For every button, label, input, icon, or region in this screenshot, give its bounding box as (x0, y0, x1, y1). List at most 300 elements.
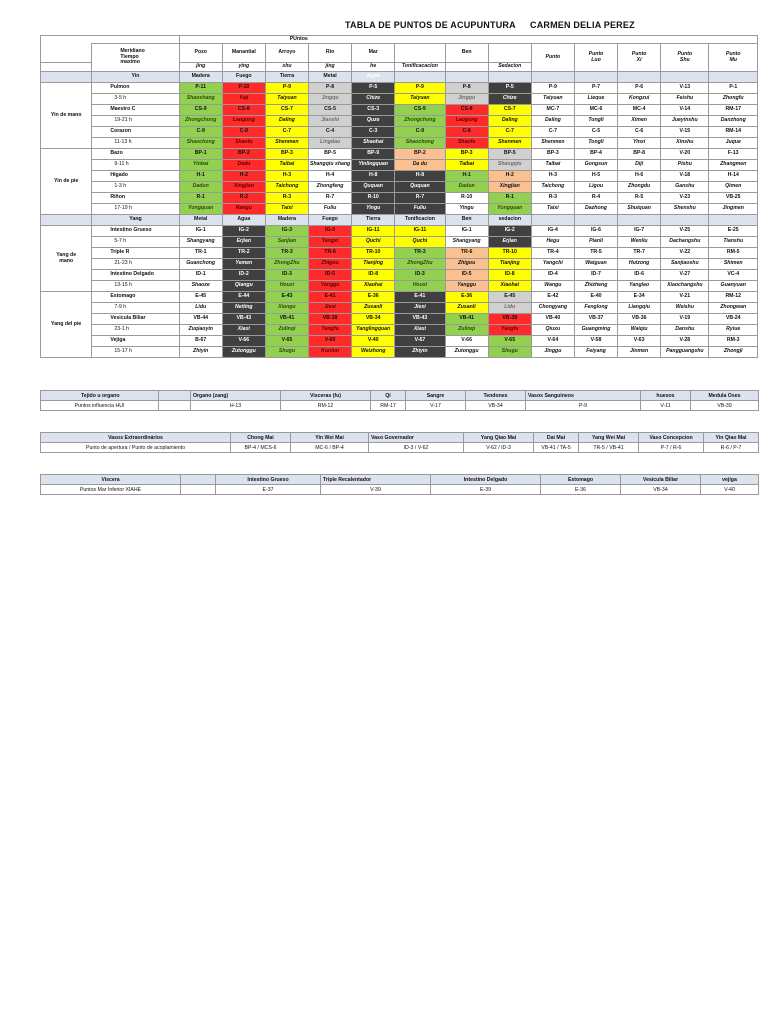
point-code: H-2 (222, 171, 265, 182)
point-name: Kunlun (309, 347, 352, 358)
point-code: ID-1 (179, 270, 222, 281)
point-code: R-10 (352, 193, 395, 204)
point-name: Ligou (574, 182, 617, 193)
point-code: VC-4 (709, 270, 758, 281)
point-code: F-13 (709, 149, 758, 160)
point-name: Zhongwan (709, 303, 758, 314)
influence-header: Organo (zang) (191, 391, 281, 401)
point-code: BP-9 (352, 149, 395, 160)
point-code: V-65 (265, 336, 308, 347)
vessels-value: P-7 / R-6 (639, 443, 704, 453)
point-code: V-66 (445, 336, 488, 347)
point-code: VB-24 (709, 314, 758, 325)
meridian-row-names (41, 94, 758, 105)
point-name: Juque (709, 138, 758, 149)
element-label: Madera (265, 215, 308, 226)
point-code: RM-3 (709, 336, 758, 347)
point-name: Dadu (222, 160, 265, 171)
yin-label: Yin (92, 72, 179, 83)
point-code: H-14 (709, 171, 758, 182)
lower-sea-value: E-39 (431, 485, 541, 495)
point-name: Laogong (445, 116, 488, 127)
point-name: Neiting (222, 303, 265, 314)
point-name: Zuqiaoyin (179, 325, 222, 336)
point-code: P-6 (618, 83, 661, 94)
point-name: Dachangshu (661, 237, 709, 248)
point-name: Wenliu (618, 237, 661, 248)
point-name: Jingqu (309, 94, 352, 105)
element-label: Fuego (309, 215, 352, 226)
point-name: Zhongdu (618, 182, 661, 193)
point-code: H-3 (265, 171, 308, 182)
point-code: C-4 (309, 127, 352, 138)
point-code: TR-10 (352, 248, 395, 259)
acupuncture-table (40, 35, 758, 358)
point-code: MC-4 (618, 105, 661, 116)
point-code: RM-5 (709, 248, 758, 259)
point-code: TR-6 (445, 248, 488, 259)
point-code: P-8 (309, 83, 352, 94)
column-header: Ben (445, 44, 488, 63)
point-code: IG-5 (309, 226, 352, 237)
point-name: Daling (265, 116, 308, 127)
point-code: V-65 (488, 336, 531, 347)
point-code: RM-12 (709, 292, 758, 303)
column-header (488, 44, 531, 63)
column-header: Rio (309, 44, 352, 63)
column-header: Punto Luo (574, 44, 617, 72)
point-name: Chongyang (531, 303, 574, 314)
point-name: Pangguangshu (661, 347, 709, 358)
lower-sea-value: E-36 (541, 485, 621, 495)
influence-header: Qi (371, 391, 406, 401)
column-header: Punto Mu (709, 44, 758, 72)
point-code: R-1 (179, 193, 222, 204)
point-name: Jingmen (709, 204, 758, 215)
point-code: P-1 (709, 83, 758, 94)
column-subheader (445, 63, 488, 72)
point-name: Quchi (352, 237, 395, 248)
point-code: E-41 (309, 292, 352, 303)
point-name: Ququan (395, 182, 445, 193)
meridian-name: Intestino Grueso (92, 226, 179, 237)
point-name: Yinlingquan (352, 160, 395, 171)
point-code: RM-14 (709, 127, 758, 138)
point-name: Lingdao (309, 138, 352, 149)
extraordinary-vessels-table (40, 432, 759, 453)
column-header: Mar (352, 44, 395, 63)
point-name: Fenglong (574, 303, 617, 314)
point-code: V-67 (395, 336, 445, 347)
point-name: Guanyuan (709, 281, 758, 292)
lower-sea-value: V-40 (701, 485, 759, 495)
point-code: V-27 (661, 270, 709, 281)
point-code: IG-11 (352, 226, 395, 237)
point-name: Daling (531, 116, 574, 127)
point-name: Yongquan (488, 204, 531, 215)
vessels-header: Yin Qiao Mai (704, 433, 759, 443)
point-code: VB-38 (488, 314, 531, 325)
meridian-row (41, 270, 758, 281)
point-code: P-9 (265, 83, 308, 94)
point-name: Lieque (574, 94, 617, 105)
column-subheader: jing (179, 63, 222, 72)
point-name: Waiqiu (618, 325, 661, 336)
puntos-label: PUntos (179, 36, 757, 44)
meridian-time: 11-13 h (92, 138, 179, 149)
point-code: C-7 (488, 127, 531, 138)
point-code: V-28 (661, 336, 709, 347)
point-code: H-8 (352, 171, 395, 182)
point-code: IG-1 (445, 226, 488, 237)
point-code: BP-4 (574, 149, 617, 160)
point-code: TR-6 (309, 248, 352, 259)
point-code: VB-34 (352, 314, 395, 325)
point-name: Zhongchong (179, 116, 222, 127)
point-name: Shugu (265, 347, 308, 358)
vessels-header-row (41, 433, 759, 443)
meridian-time: 19-21 h (92, 116, 179, 127)
point-code: P-9 (531, 83, 574, 94)
point-name: Jianshi (309, 116, 352, 127)
point-name: Weizhong (352, 347, 395, 358)
vessels-header: Chong Mai (231, 433, 291, 443)
vessels-value: TR-5 / VB-41 (579, 443, 639, 453)
point-name: Yangxi (309, 237, 352, 248)
point-name: Zhiyin (179, 347, 222, 358)
column-header: Arroyo (265, 44, 308, 63)
point-code: ID-5 (445, 270, 488, 281)
vessels-header: Vasos Extraordinários (41, 433, 231, 443)
influence-header: Medula Oses (691, 391, 759, 401)
meridian-time: 7-9 h (92, 303, 179, 314)
point-code: E-44 (222, 292, 265, 303)
point-name: Zulinqi (265, 325, 308, 336)
point-code: ID-2 (222, 270, 265, 281)
point-code: VB-43 (222, 314, 265, 325)
point-name: Zhigou (445, 259, 488, 270)
point-name: Qiangu (222, 281, 265, 292)
point-code: R-4 (574, 193, 617, 204)
point-code: V-15 (661, 127, 709, 138)
point-name: Xiaxi (222, 325, 265, 336)
point-name: Zusanli (352, 303, 395, 314)
point-code: IG-11 (395, 226, 445, 237)
point-name: Shenmen (265, 138, 308, 149)
header-row-names (41, 44, 758, 63)
vessels-row-label: Punto de apertura / Punto de acoplamiento (41, 443, 231, 453)
point-code: ID-6 (618, 270, 661, 281)
point-name: Tianjing (352, 259, 395, 270)
point-code: TR-3 (265, 248, 308, 259)
point-name: Shenshu (661, 204, 709, 215)
column-header: Pozo (179, 44, 222, 63)
point-name: Shenmen (488, 138, 531, 149)
point-code: E-42 (531, 292, 574, 303)
point-code: V-60 (309, 336, 352, 347)
yang-label: Yang (92, 215, 179, 226)
meridian-name: Riñon (92, 193, 179, 204)
meridian-row (41, 292, 758, 303)
point-name: Quze (352, 116, 395, 127)
point-code: V-18 (661, 171, 709, 182)
point-name: Yanglao (618, 281, 661, 292)
point-code: E-40 (574, 292, 617, 303)
point-name: Jinggu (531, 347, 574, 358)
point-name: Xiangu (265, 303, 308, 314)
point-code: V-20 (661, 149, 709, 160)
point-code: C-6 (618, 127, 661, 138)
point-name: Shugu (488, 347, 531, 358)
meridian-time: 17-19 h (92, 204, 179, 215)
meridian-row (41, 149, 758, 160)
point-code: E-45 (488, 292, 531, 303)
point-name: Feishu (661, 94, 709, 105)
meridian-name: Higado (92, 171, 179, 182)
column-subheader: shu (265, 63, 308, 72)
point-name: Zhongchong (395, 116, 445, 127)
point-name: Daling (488, 116, 531, 127)
point-name: Erjian (488, 237, 531, 248)
element-label: sedacion (488, 215, 531, 226)
element-label: Metal (309, 72, 352, 83)
point-name: Xiaochangshu (661, 281, 709, 292)
point-name: Zhangmen (709, 160, 758, 171)
group-yin-pie: Yin de pie (41, 149, 92, 215)
point-code: P-8 (445, 83, 488, 94)
point-name: Taixi (265, 204, 308, 215)
yang-band (41, 215, 758, 226)
element-label: Fuego (222, 72, 265, 83)
point-code: ID-4 (531, 270, 574, 281)
point-name: Taibai (445, 160, 488, 171)
point-code: VB-36 (618, 314, 661, 325)
meridian-row-names (41, 237, 758, 248)
point-name: Fuliu (395, 204, 445, 215)
point-name: Guanchong (179, 259, 222, 270)
point-name: Kongzui (618, 94, 661, 105)
point-code: BP-8 (618, 149, 661, 160)
point-code: BP-5 (488, 149, 531, 160)
point-name: Fuliu (309, 204, 352, 215)
point-name: Shenmen (531, 138, 574, 149)
header-row-top (41, 36, 758, 44)
point-name: Huizong (618, 259, 661, 270)
point-code: IG-6 (574, 226, 617, 237)
lower-sea-header-row (41, 475, 759, 485)
point-code: CS-8 (445, 105, 488, 116)
point-name: Taiyuan (265, 94, 308, 105)
group-yang-mano: Yang de mano (41, 226, 92, 292)
point-name: Taixi (531, 204, 574, 215)
point-name: Lidu (488, 303, 531, 314)
point-name: Yanggu (309, 281, 352, 292)
point-name: ZhongZhu (395, 259, 445, 270)
point-name: Shaohai (352, 138, 395, 149)
element-label: Tierra (352, 215, 395, 226)
meridian-name: Pulmon (92, 83, 179, 94)
point-name: Zhongfeng (309, 182, 352, 193)
point-code: C-3 (352, 127, 395, 138)
point-name: Shaofu (222, 138, 265, 149)
page-title: TABLA DE PUNTOS DE ACUPUNTURA (345, 20, 516, 30)
point-name: Qimen (709, 182, 758, 193)
influence-value: V-17 (406, 401, 466, 411)
point-code: R-3 (531, 193, 574, 204)
influence-value: H-13 (191, 401, 281, 411)
point-code: C-9 (395, 127, 445, 138)
point-code: H-8 (395, 171, 445, 182)
point-code: TR-3 (395, 248, 445, 259)
column-subheader: ying (222, 63, 265, 72)
point-name: Zhizheng (574, 281, 617, 292)
point-name: Erjian (222, 237, 265, 248)
point-code: IG-2 (222, 226, 265, 237)
point-name: Danshu (661, 325, 709, 336)
point-name: Taibai (265, 160, 308, 171)
point-name: Zulinqi (445, 325, 488, 336)
point-name: Da du (395, 160, 445, 171)
meridian-time: 23-1 h (92, 325, 179, 336)
point-code: CS-9 (395, 105, 445, 116)
point-name: Shimen (709, 259, 758, 270)
point-code: E-36 (352, 292, 395, 303)
point-code: C-7 (265, 127, 308, 138)
vessels-value: ID-3 / V-62 (369, 443, 464, 453)
point-name: Dadun (445, 182, 488, 193)
element-label: Agua (222, 215, 265, 226)
column-header: Punto Xi (618, 44, 661, 72)
meridian-row-names (41, 116, 758, 127)
point-name: Chize (488, 94, 531, 105)
point-code: ID-5 (309, 270, 352, 281)
point-name: Shaofu (445, 138, 488, 149)
influence-value: VB-39 (691, 401, 759, 411)
point-code: V-63 (618, 336, 661, 347)
point-code: V-19 (661, 314, 709, 325)
meridian-row-names (41, 204, 758, 215)
group-yin-mano: Yin de mano (41, 83, 92, 149)
point-name: Ganshu (661, 182, 709, 193)
meridian-row (41, 127, 758, 138)
point-name: Pishu (661, 160, 709, 171)
meridian-row-names (41, 138, 758, 149)
influence-value: RM-17 (371, 401, 406, 411)
element-label: Metal (179, 215, 222, 226)
point-name: Danzhong (709, 116, 758, 127)
meridian-row (41, 171, 758, 182)
point-code: MC-6 (574, 105, 617, 116)
point-code: IG-4 (531, 226, 574, 237)
point-code: C-5 (574, 127, 617, 138)
point-code: BP-3 (265, 149, 308, 160)
element-label: Madera (179, 72, 222, 83)
point-code: V-66 (222, 336, 265, 347)
lower-sea-header: Intestino Grueso (216, 475, 321, 485)
point-name: Taichong (265, 182, 308, 193)
point-name: Sanjian (265, 237, 308, 248)
point-code: ID-3 (265, 270, 308, 281)
meridian-time: 15-17 h (92, 347, 179, 358)
influence-row-label: Puntos influencia HUI (41, 401, 159, 411)
point-code: H-2 (488, 171, 531, 182)
point-name: Jueyinshu (661, 116, 709, 127)
column-subheader: Sedacion (488, 63, 531, 72)
influence-value: VB-34 (466, 401, 526, 411)
vessels-value: BP-4 / MCS-6 (231, 443, 291, 453)
meridian-row-names (41, 259, 758, 270)
meridian-row (41, 314, 758, 325)
point-name: Xiaohai (488, 281, 531, 292)
point-code: V-25 (661, 226, 709, 237)
point-name: ZhongZhu (265, 259, 308, 270)
point-code: CS-3 (352, 105, 395, 116)
vessels-header: Vaso Concepcion (639, 433, 704, 443)
meridian-name: Estomago (92, 292, 179, 303)
point-code: V-14 (661, 105, 709, 116)
lower-sea-header: Viscera (41, 475, 181, 485)
point-code: H-5 (574, 171, 617, 182)
point-code: H-4 (309, 171, 352, 182)
point-name: Yinxi (618, 138, 661, 149)
point-name: Zutonggu (445, 347, 488, 358)
vessels-header: Vaso Governador (369, 433, 464, 443)
point-name: Taibai (531, 160, 574, 171)
point-name: Ximen (618, 116, 661, 127)
column-subheader: he (352, 63, 395, 72)
point-name: Jiexi (395, 303, 445, 314)
meridian-time: 1-3 h (92, 182, 179, 193)
influence-header: huesos (641, 391, 691, 401)
meridian-row-names (41, 303, 758, 314)
point-name: Jiexi (309, 303, 352, 314)
point-name: Houxi (265, 281, 308, 292)
yin-band (41, 72, 758, 83)
influence-header: Sangre (406, 391, 466, 401)
point-code: P-9 (395, 83, 445, 94)
point-code: BP-1 (179, 149, 222, 160)
column-header: Manantial (222, 44, 265, 63)
point-name: Tianjing (488, 259, 531, 270)
lower-sea-value: E-37 (216, 485, 321, 495)
point-name: Shuiquan (618, 204, 661, 215)
point-name: Pianli (574, 237, 617, 248)
point-code: H-6 (618, 171, 661, 182)
point-code: CS-7 (265, 105, 308, 116)
influence-row (41, 401, 759, 411)
group-yang-pie: Yang del pie (41, 292, 92, 358)
meridian-time: 9-11 h (92, 160, 179, 171)
point-code: ID-8 (488, 270, 531, 281)
vessels-value: R-6 / P-7 (704, 443, 759, 453)
influence-value: P-9 (526, 401, 641, 411)
column-subheader: jing (309, 63, 352, 72)
point-name: Waiguan (574, 259, 617, 270)
point-name: Yingu (352, 204, 395, 215)
lower-sea-value: V-39 (321, 485, 431, 495)
point-name: Rangu (222, 204, 265, 215)
point-name: Yingu (445, 204, 488, 215)
column-header: Punto Shu (661, 44, 709, 72)
point-name: Shaochong (395, 138, 445, 149)
point-code: C-8 (445, 127, 488, 138)
point-name: Ququan (352, 182, 395, 193)
point-name: Taichong (531, 182, 574, 193)
point-code: E-41 (395, 292, 445, 303)
point-code: VB-41 (265, 314, 308, 325)
point-name: Shaoshang (179, 94, 222, 105)
point-code: TR-2 (222, 248, 265, 259)
